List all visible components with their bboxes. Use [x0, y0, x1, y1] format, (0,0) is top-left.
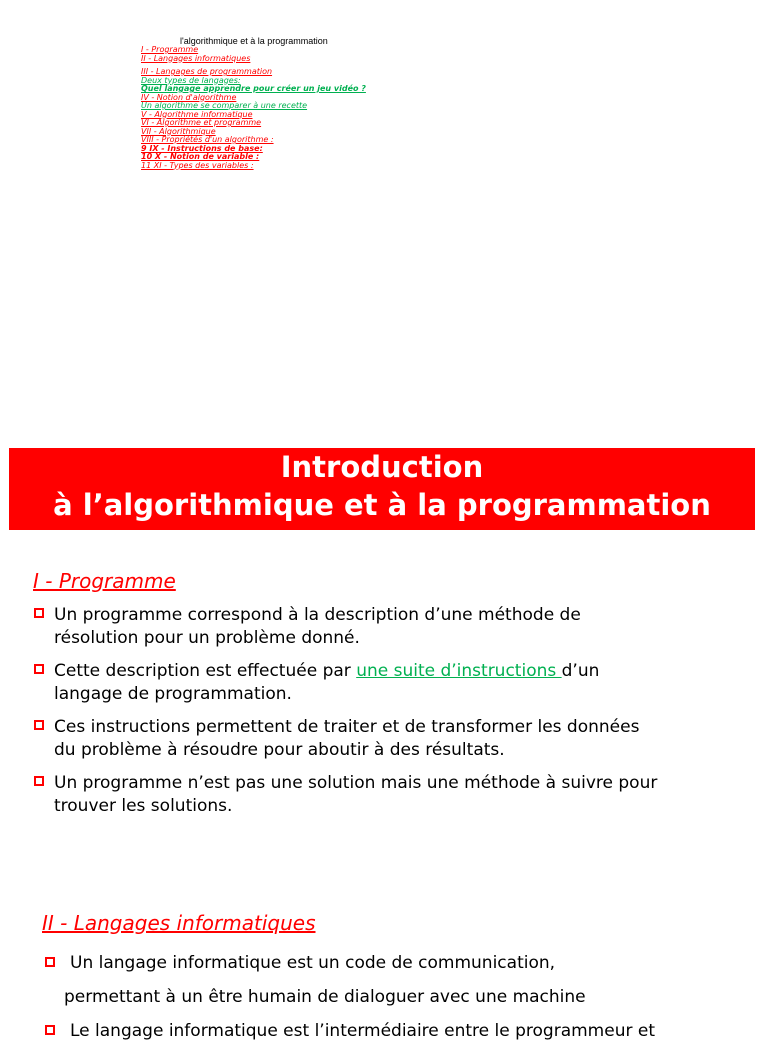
- toc-link[interactable]: I - Programme: [141, 45, 199, 54]
- bullet-item: [33, 772, 657, 818]
- bullet-text: Un programme n’est pas une solution mais une méthode à suivre pour: [54, 773, 658, 793]
- toc-link[interactable]: Deux types de langages:: [141, 75, 241, 85]
- toc-link[interactable]: VII - Algorithmique: [141, 126, 216, 136]
- bullet-continuation: langage de programmation.: [54, 684, 292, 704]
- toc-link[interactable]: 11 XI - Types des variables :: [141, 160, 254, 170]
- toc-link[interactable]: III - Langages de programmation: [141, 67, 273, 76]
- bullet-continuation: trouver les solutions.: [54, 796, 233, 816]
- toc-link[interactable]: IV - Notion d'algorithme: [141, 92, 237, 102]
- bullet-continuation: permettant à un être humain de dialoguer avec une machine: [64, 987, 586, 1007]
- banner-title-line2: à l’algorithmique et à la programmation: [53, 488, 711, 522]
- bullet-text: Cette description est effectuée par: [54, 661, 357, 681]
- bullet-text: Le langage informatique est l’intermédiaire entre le programmeur et: [70, 1021, 655, 1041]
- checkbox-bullet-icon: [45, 957, 55, 967]
- toc-list: [141, 46, 366, 170]
- bullet-text: Ces instructions permettent de traiter et de transformer les données: [54, 717, 640, 737]
- instructions-link[interactable]: une suite d’instructions: [356, 661, 562, 681]
- toc-link[interactable]: V - Algorithme informatique: [141, 109, 253, 119]
- bullet-item: [42, 1014, 655, 1048]
- section-heading-langages: II - Langages informatiques: [42, 911, 316, 935]
- bullet-item: [33, 716, 657, 762]
- bullet-text: Un programme correspond à la description d’une méthode de: [54, 605, 581, 625]
- bullet-continuation: résolution pour un problème donné.: [54, 628, 360, 648]
- toc-link[interactable]: VIII - Propriétés d'un algorithme :: [141, 135, 274, 144]
- toc-link[interactable]: Quel langage apprendre pour créer un jeu vidéo ?: [141, 84, 366, 93]
- table-of-contents: [0, 0, 768, 200]
- checkbox-bullet-icon: [34, 720, 44, 730]
- bullet-item: [33, 660, 657, 706]
- section2-body: [42, 946, 655, 1048]
- section-heading-programme: I - Programme: [33, 569, 176, 593]
- bullet-item: [33, 604, 657, 650]
- toc-title: l'algorithmique et à la programmation: [180, 36, 328, 46]
- checkbox-bullet-icon: [34, 776, 44, 786]
- banner-title-line1: Introduction: [280, 450, 484, 484]
- checkbox-bullet-icon: [45, 1025, 55, 1035]
- title-banner: [9, 448, 755, 530]
- section1-bullet-list: [33, 604, 657, 828]
- checkbox-bullet-icon: [34, 608, 44, 618]
- checkbox-bullet-icon: [34, 664, 44, 674]
- toc-link[interactable]: 10 X - Notion de variable :: [141, 152, 260, 161]
- toc-link[interactable]: 9 IX - Instructions de base:: [141, 143, 263, 153]
- toc-link[interactable]: VI - Algorithme et programme: [141, 118, 262, 127]
- bullet-text-tail: d’un: [561, 661, 600, 681]
- toc-link[interactable]: II - Langages informatiques: [141, 53, 251, 63]
- bullet-item: [42, 946, 655, 980]
- toc-link[interactable]: Un algorithme se comparer à une recette: [141, 101, 308, 110]
- bullet-text: Un langage informatique est un code de communication,: [70, 953, 556, 973]
- bullet-continuation: du problème à résoudre pour aboutir à des résultats.: [54, 740, 505, 760]
